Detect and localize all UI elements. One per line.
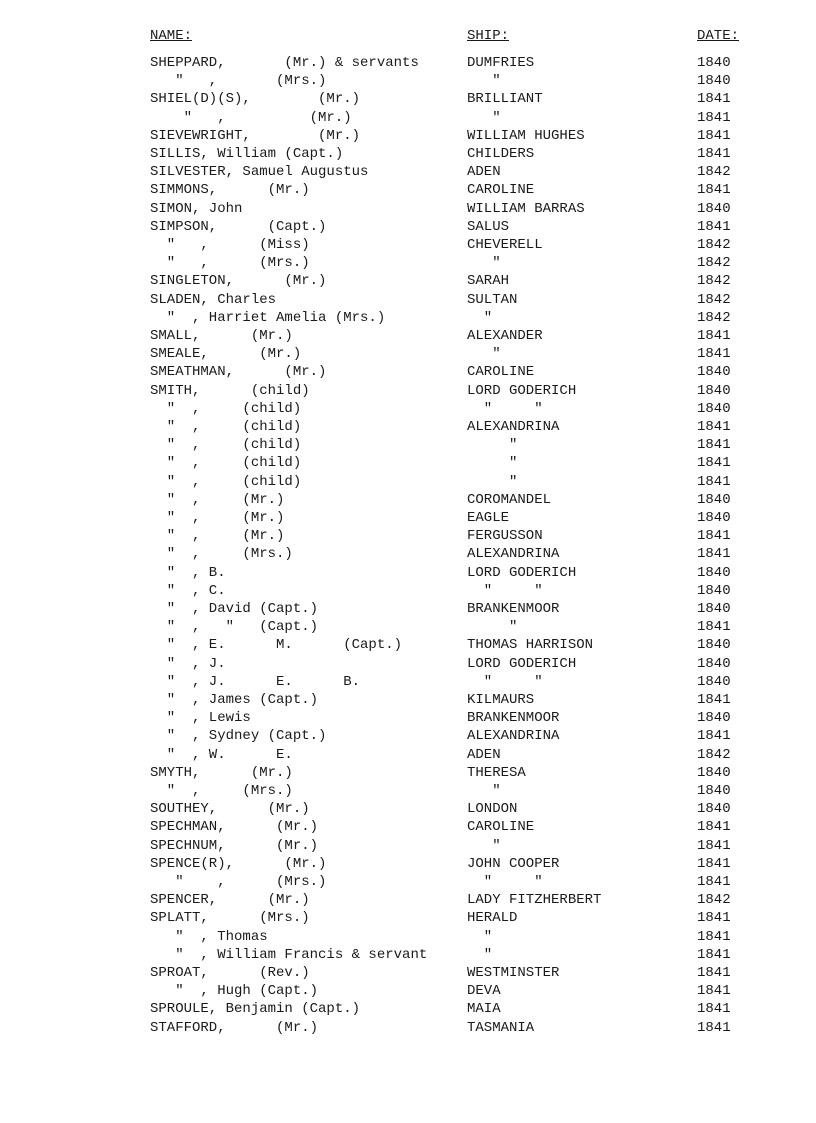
date-cell: 1841 xyxy=(697,983,731,1000)
date-cell: 1842 xyxy=(697,273,731,290)
date-cell: 1840 xyxy=(697,55,731,71)
date-cell: 1840 xyxy=(697,582,731,599)
date-cell: 1840 xyxy=(697,783,731,799)
ship-cell: ALEXANDRINA xyxy=(467,419,560,435)
passenger-name-cell: SIMMONS, (Mr.) xyxy=(150,182,310,199)
passenger-name-cell: SMEALE, (Mr.) xyxy=(150,346,302,363)
table-row xyxy=(0,545,816,563)
ship-cell: " xyxy=(467,455,518,472)
passenger-name-cell: " , B. xyxy=(150,564,226,581)
passenger-name-cell: " , (Mrs.) xyxy=(150,255,310,272)
passenger-name-cell: " , J. E. B. xyxy=(150,673,361,690)
passenger-name-cell: SILVESTER, Samuel Augustus xyxy=(150,164,369,181)
date-cell: 1841 xyxy=(697,127,731,144)
date-cell: 1841 xyxy=(697,455,731,472)
table-row xyxy=(0,837,816,855)
ship-cell: CHEVERELL xyxy=(467,237,543,253)
passenger-name-cell: " , C. xyxy=(150,582,226,599)
table-row xyxy=(0,582,816,600)
ship-cell: DUMFRIES xyxy=(467,55,535,71)
table-row xyxy=(0,673,816,691)
table-row xyxy=(0,363,816,381)
ship-cell: " xyxy=(467,255,501,272)
date-cell: 1840 xyxy=(697,491,731,508)
passenger-name-cell: SPLATT, (Mrs.) xyxy=(150,910,310,927)
table-row xyxy=(0,200,816,218)
passenger-name-cell: " , E. M. (Capt.) xyxy=(150,637,403,654)
date-cell: 1840 xyxy=(697,564,731,581)
passenger-name-cell: " , (Mr.) xyxy=(150,491,285,508)
table-row xyxy=(0,127,816,145)
date-cell: 1841 xyxy=(697,91,731,108)
ship-column-header: SHIP: xyxy=(467,28,510,44)
ship-cell: LONDON xyxy=(467,801,518,818)
date-cell: 1840 xyxy=(697,510,731,526)
ship-cell: WESTMINSTER xyxy=(467,965,560,981)
ship-cell: ADEN xyxy=(467,746,501,763)
date-cell: 1841 xyxy=(697,855,731,872)
passenger-name-cell: " , (child) xyxy=(150,473,302,490)
passenger-name-cell: " , David (Capt.) xyxy=(150,601,319,617)
ship-cell: CAROLINE xyxy=(467,819,535,836)
date-cell: 1842 xyxy=(697,291,731,308)
date-cell: 1840 xyxy=(697,73,731,90)
ship-cell: SALUS xyxy=(467,218,510,235)
ship-cell: LORD GODERICH xyxy=(467,382,577,399)
passenger-name-cell: " , (Mr.) xyxy=(150,109,352,126)
ship-cell: " xyxy=(467,309,493,326)
passenger-name-cell: SIMON, John xyxy=(150,200,243,217)
date-cell: 1840 xyxy=(697,655,731,672)
table-row xyxy=(0,564,816,582)
date-cell: 1841 xyxy=(697,546,731,563)
passenger-name-cell: " , (child) xyxy=(150,400,302,417)
date-cell: 1840 xyxy=(697,400,731,417)
passenger-name-cell: " , (Mrs.) xyxy=(150,546,293,563)
table-row xyxy=(0,618,816,636)
table-row xyxy=(0,400,816,418)
passenger-name-cell: SPECHNUM, (Mr.) xyxy=(150,837,319,854)
table-row xyxy=(0,291,816,309)
date-cell: 1841 xyxy=(697,346,731,363)
ship-cell: EAGLE xyxy=(467,510,510,526)
ship-cell: SARAH xyxy=(467,273,510,290)
ship-cell: THERESA xyxy=(467,764,526,781)
date-cell: 1841 xyxy=(697,182,731,199)
table-row xyxy=(0,600,816,618)
passenger-name-cell: " , " (Capt.) xyxy=(150,619,319,636)
table-row xyxy=(0,145,816,163)
passenger-name-cell: SIMPSON, (Capt.) xyxy=(150,218,327,235)
ship-cell: " xyxy=(467,437,518,454)
ship-cell: ALEXANDRINA xyxy=(467,546,560,563)
date-cell: 1841 xyxy=(697,728,731,745)
ship-cell: " " xyxy=(467,582,543,599)
ship-cell: BRANKENMOOR xyxy=(467,710,560,727)
date-cell: 1842 xyxy=(697,237,731,253)
date-cell: 1842 xyxy=(697,309,731,326)
passenger-name-cell: " , (child) xyxy=(150,419,302,435)
table-row xyxy=(0,909,816,927)
passenger-name-cell: SLADEN, Charles xyxy=(150,291,277,308)
table-row xyxy=(0,181,816,199)
table-row xyxy=(0,54,816,72)
date-cell: 1841 xyxy=(697,874,731,890)
table-row xyxy=(0,309,816,327)
passenger-name-cell: " , Hugh (Capt.) xyxy=(150,983,319,1000)
table-row xyxy=(0,72,816,90)
date-cell: 1840 xyxy=(697,764,731,781)
table-row xyxy=(0,764,816,782)
table-row xyxy=(0,90,816,108)
ship-cell: KILMAURS xyxy=(467,692,535,708)
date-cell: 1841 xyxy=(697,946,731,963)
ship-cell: " " xyxy=(467,673,543,690)
ship-cell: WILLIAM HUGHES xyxy=(467,127,585,144)
date-cell: 1841 xyxy=(697,928,731,945)
ship-cell: " xyxy=(467,619,518,636)
passenger-name-cell: " , (Mrs.) xyxy=(150,73,327,90)
date-cell: 1841 xyxy=(697,218,731,235)
date-cell: 1841 xyxy=(697,528,731,545)
ship-cell: BRANKENMOOR xyxy=(467,601,560,617)
passenger-name-cell: " , William Francis & servant xyxy=(150,946,428,963)
ship-cell: " xyxy=(467,946,493,963)
table-row xyxy=(0,873,816,891)
date-cell: 1841 xyxy=(697,109,731,126)
passenger-name-cell: " , (Mrs.) xyxy=(150,874,327,890)
date-cell: 1841 xyxy=(697,1001,731,1018)
passenger-name-cell: SPENCER, (Mr.) xyxy=(150,892,310,909)
ship-cell: SULTAN xyxy=(467,291,518,308)
table-row xyxy=(0,727,816,745)
table-row xyxy=(0,782,816,800)
ship-cell: MAIA xyxy=(467,1001,501,1018)
passenger-name-cell: " , J. xyxy=(150,655,226,672)
passenger-name-cell: " , (Mr.) xyxy=(150,528,285,545)
ship-cell: " " xyxy=(467,400,543,417)
ship-cell: " xyxy=(467,346,501,363)
date-cell: 1840 xyxy=(697,637,731,654)
ship-cell: CAROLINE xyxy=(467,182,535,199)
passenger-name-cell: " , (child) xyxy=(150,455,302,472)
passenger-name-cell: SHEPPARD, (Mr.) & servants xyxy=(150,55,419,71)
table-row xyxy=(0,272,816,290)
passenger-name-cell: SMITH, (child) xyxy=(150,382,310,399)
passenger-name-cell: " , (Mr.) xyxy=(150,510,285,526)
passenger-name-cell: SIEVEWRIGHT, (Mr.) xyxy=(150,127,361,144)
passenger-name-cell: SHIEL(D)(S), (Mr.) xyxy=(150,91,361,108)
ship-cell: LORD GODERICH xyxy=(467,564,577,581)
ship-cell: " xyxy=(467,473,518,490)
ship-cell: LORD GODERICH xyxy=(467,655,577,672)
ship-cell: " xyxy=(467,783,501,799)
ship-cell: COROMANDEL xyxy=(467,491,552,508)
ship-cell: FERGUSSON xyxy=(467,528,543,545)
table-row xyxy=(0,964,816,982)
ship-cell: TASMANIA xyxy=(467,1019,535,1036)
table-row xyxy=(0,928,816,946)
table-row xyxy=(0,1019,816,1037)
table-row xyxy=(0,891,816,909)
passenger-name-cell: SMYTH, (Mr.) xyxy=(150,764,293,781)
passenger-name-cell: " , James (Capt.) xyxy=(150,692,319,708)
ship-cell: " xyxy=(467,837,501,854)
passenger-name-cell: SMALL, (Mr.) xyxy=(150,328,293,344)
date-cell: 1841 xyxy=(697,619,731,636)
ship-cell: " xyxy=(467,928,493,945)
ship-cell: WILLIAM BARRAS xyxy=(467,200,585,217)
table-row xyxy=(0,709,816,727)
date-cell: 1841 xyxy=(697,819,731,836)
passenger-name-cell: " , W. E. xyxy=(150,746,293,763)
table-row xyxy=(0,436,816,454)
table-row xyxy=(0,509,816,527)
table-row xyxy=(0,527,816,545)
ship-cell: LADY FITZHERBERT xyxy=(467,892,602,909)
passenger-name-cell: SINGLETON, (Mr.) xyxy=(150,273,327,290)
table-row xyxy=(0,818,816,836)
passenger-name-cell: SOUTHEY, (Mr.) xyxy=(150,801,310,818)
ship-cell: HERALD xyxy=(467,910,518,927)
date-cell: 1840 xyxy=(697,382,731,399)
ship-cell: ADEN xyxy=(467,164,501,181)
passenger-name-cell: STAFFORD, (Mr.) xyxy=(150,1019,319,1036)
table-row xyxy=(0,109,816,127)
date-cell: 1841 xyxy=(697,473,731,490)
passenger-name-cell: " , (Miss) xyxy=(150,237,310,253)
date-cell: 1841 xyxy=(697,1019,731,1036)
date-cell: 1840 xyxy=(697,601,731,617)
passenger-name-cell: " , Sydney (Capt.) xyxy=(150,728,327,745)
table-row xyxy=(0,454,816,472)
name-column-header: NAME: xyxy=(150,28,193,44)
passenger-name-cell: SPENCE(R), (Mr.) xyxy=(150,855,327,872)
table-row xyxy=(0,746,816,764)
passenger-name-cell: SMEATHMAN, (Mr.) xyxy=(150,364,327,381)
passenger-name-cell: " , (Mrs.) xyxy=(150,783,293,799)
table-row xyxy=(0,236,816,254)
table-row xyxy=(0,327,816,345)
passenger-name-cell: SPECHMAN, (Mr.) xyxy=(150,819,319,836)
table-row xyxy=(0,1000,816,1018)
ship-cell: " xyxy=(467,73,501,90)
date-cell: 1840 xyxy=(697,801,731,818)
ship-cell: JOHN COOPER xyxy=(467,855,560,872)
table-row xyxy=(0,218,816,236)
table-row xyxy=(0,636,816,654)
date-cell: 1841 xyxy=(697,910,731,927)
date-cell: 1841 xyxy=(697,419,731,435)
ship-cell: " xyxy=(467,109,501,126)
date-cell: 1842 xyxy=(697,746,731,763)
date-cell: 1840 xyxy=(697,673,731,690)
passenger-name-cell: " , Harriet Amelia (Mrs.) xyxy=(150,309,386,326)
date-cell: 1841 xyxy=(697,146,731,162)
table-row xyxy=(0,800,816,818)
date-cell: 1841 xyxy=(697,837,731,854)
date-cell: 1840 xyxy=(697,710,731,727)
date-cell: 1841 xyxy=(697,328,731,344)
ship-cell: BRILLIANT xyxy=(467,91,543,108)
table-row xyxy=(0,655,816,673)
table-row xyxy=(0,254,816,272)
table-row xyxy=(0,946,816,964)
table-row xyxy=(0,473,816,491)
date-cell: 1841 xyxy=(697,965,731,981)
date-cell: 1840 xyxy=(697,200,731,217)
ship-cell: ALEXANDRINA xyxy=(467,728,560,745)
table-row xyxy=(0,855,816,873)
passenger-name-cell: " , Lewis xyxy=(150,710,251,727)
table-row xyxy=(0,382,816,400)
date-cell: 1842 xyxy=(697,255,731,272)
table-row xyxy=(0,163,816,181)
date-cell: 1841 xyxy=(697,437,731,454)
passenger-name-cell: SPROULE, Benjamin (Capt.) xyxy=(150,1001,361,1018)
date-cell: 1842 xyxy=(697,164,731,181)
date-cell: 1841 xyxy=(697,692,731,708)
ship-cell: CAROLINE xyxy=(467,364,535,381)
ship-cell: THOMAS HARRISON xyxy=(467,637,594,654)
passenger-name-cell: " , Thomas xyxy=(150,928,268,945)
ship-cell: CHILDERS xyxy=(467,146,535,162)
table-row xyxy=(0,982,816,1000)
table-row xyxy=(0,345,816,363)
passenger-name-cell: " , (child) xyxy=(150,437,302,454)
passenger-name-cell: SILLIS, William (Capt.) xyxy=(150,146,344,162)
passenger-name-cell: SPROAT, (Rev.) xyxy=(150,965,310,981)
ship-cell: " " xyxy=(467,874,543,890)
ship-cell: ALEXANDER xyxy=(467,328,543,344)
date-cell: 1842 xyxy=(697,892,731,909)
table-row xyxy=(0,491,816,509)
table-row xyxy=(0,691,816,709)
date-column-header: DATE: xyxy=(697,28,740,44)
ship-cell: DEVA xyxy=(467,983,501,1000)
table-row xyxy=(0,418,816,436)
date-cell: 1840 xyxy=(697,364,731,381)
